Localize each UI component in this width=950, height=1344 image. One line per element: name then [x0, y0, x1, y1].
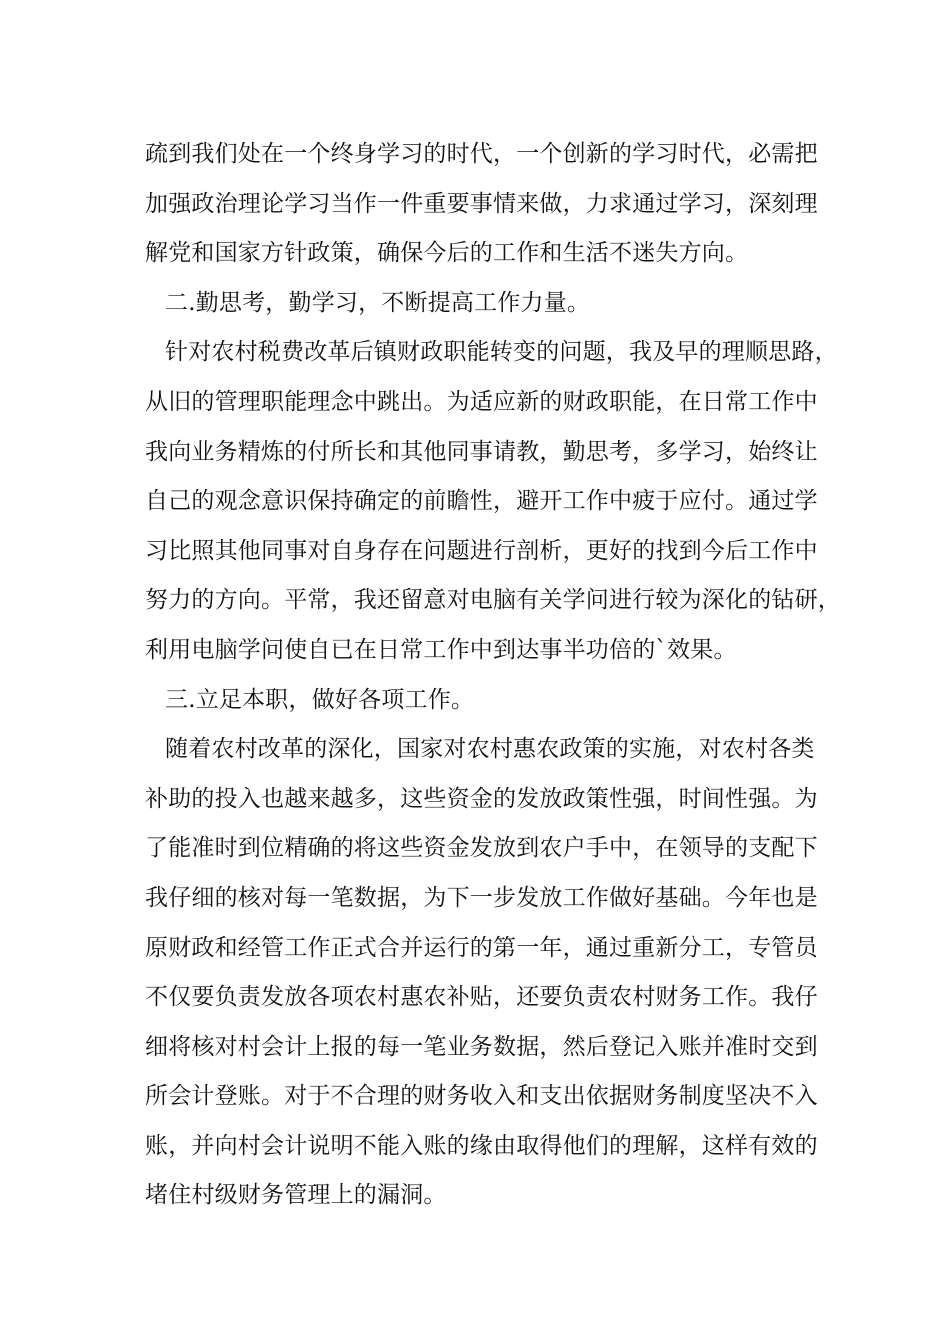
text-line: 我仔细的核对每一笔数据，为下一步发放工作做好基础。今年也是 — [145, 884, 818, 911]
text-line: 原财政和经管工作正式合并运行的第一年，通过重新分工，专管员 — [145, 934, 818, 961]
text-line: 努力的方向。平常，我还留意对电脑有关学问进行较为深化的钻研， — [145, 587, 841, 614]
text-line: 疏到我们处在一个终身学习的时代，一个创新的学习时代，必需把 — [145, 141, 818, 167]
text-line: 针对农村税费改革后镇财政职能转变的问题，我及早的理顺思路， — [165, 339, 838, 366]
document-body — [145, 130, 841, 1221]
text-line: 利用电脑学问使自已在日常工作中到达事半功倍的`效果。 — [145, 636, 737, 663]
text-line: 习比照其他同事对自身存在问题进行剖析，更好的找到今后工作中 — [145, 537, 818, 564]
text-line: 账，并向村会计说明不能入账的缘由取得他们的理解，这样有效的 — [145, 1132, 818, 1159]
text-line: 解党和国家方针政策，确保今后的工作和生活不迷失方向。 — [145, 240, 749, 267]
text-line: 了能准时到位精确的将这些资金发放到农户手中，在领导的支配下 — [145, 835, 818, 862]
text-line: 补助的投入也越来越多，这些资金的发放政策性强，时间性强。为 — [145, 785, 818, 812]
section-heading: 三.立足本职，做好各项工作。 — [165, 686, 475, 713]
text-line: 细将核对村会计上报的每一笔业务数据，然后登记入账并准时交到 — [145, 1033, 818, 1060]
section-heading: 二.勤思考，勤学习，不断提高工作力量。 — [165, 289, 591, 316]
text-line: 不仅要负责发放各项农村惠农补贴，还要负责农村财务工作。我仔 — [145, 984, 818, 1011]
text-line: 我向业务精炼的付所长和其他同事请教，勤思考，多学习，始终让 — [145, 438, 818, 465]
text-line: 堵住村级财务管理上的漏洞。 — [145, 1182, 447, 1209]
text-line: 自己的观念意识保持确定的前瞻性，避开工作中疲于应付。通过学 — [145, 488, 818, 515]
text-line: 加强政治理论学习当作一件重要事情来做，力求通过学习，深刻理 — [145, 190, 818, 217]
text-line: 从旧的管理职能理念中跳出。为适应新的财政职能，在日常工作中 — [145, 388, 818, 415]
text-line: 所会计登账。对于不合理的财务收入和支出依据财务制度坚决不入 — [145, 1083, 818, 1110]
text-line: 随着农村改革的深化，国家对农村惠农政策的实施，对农村各类 — [165, 736, 815, 763]
